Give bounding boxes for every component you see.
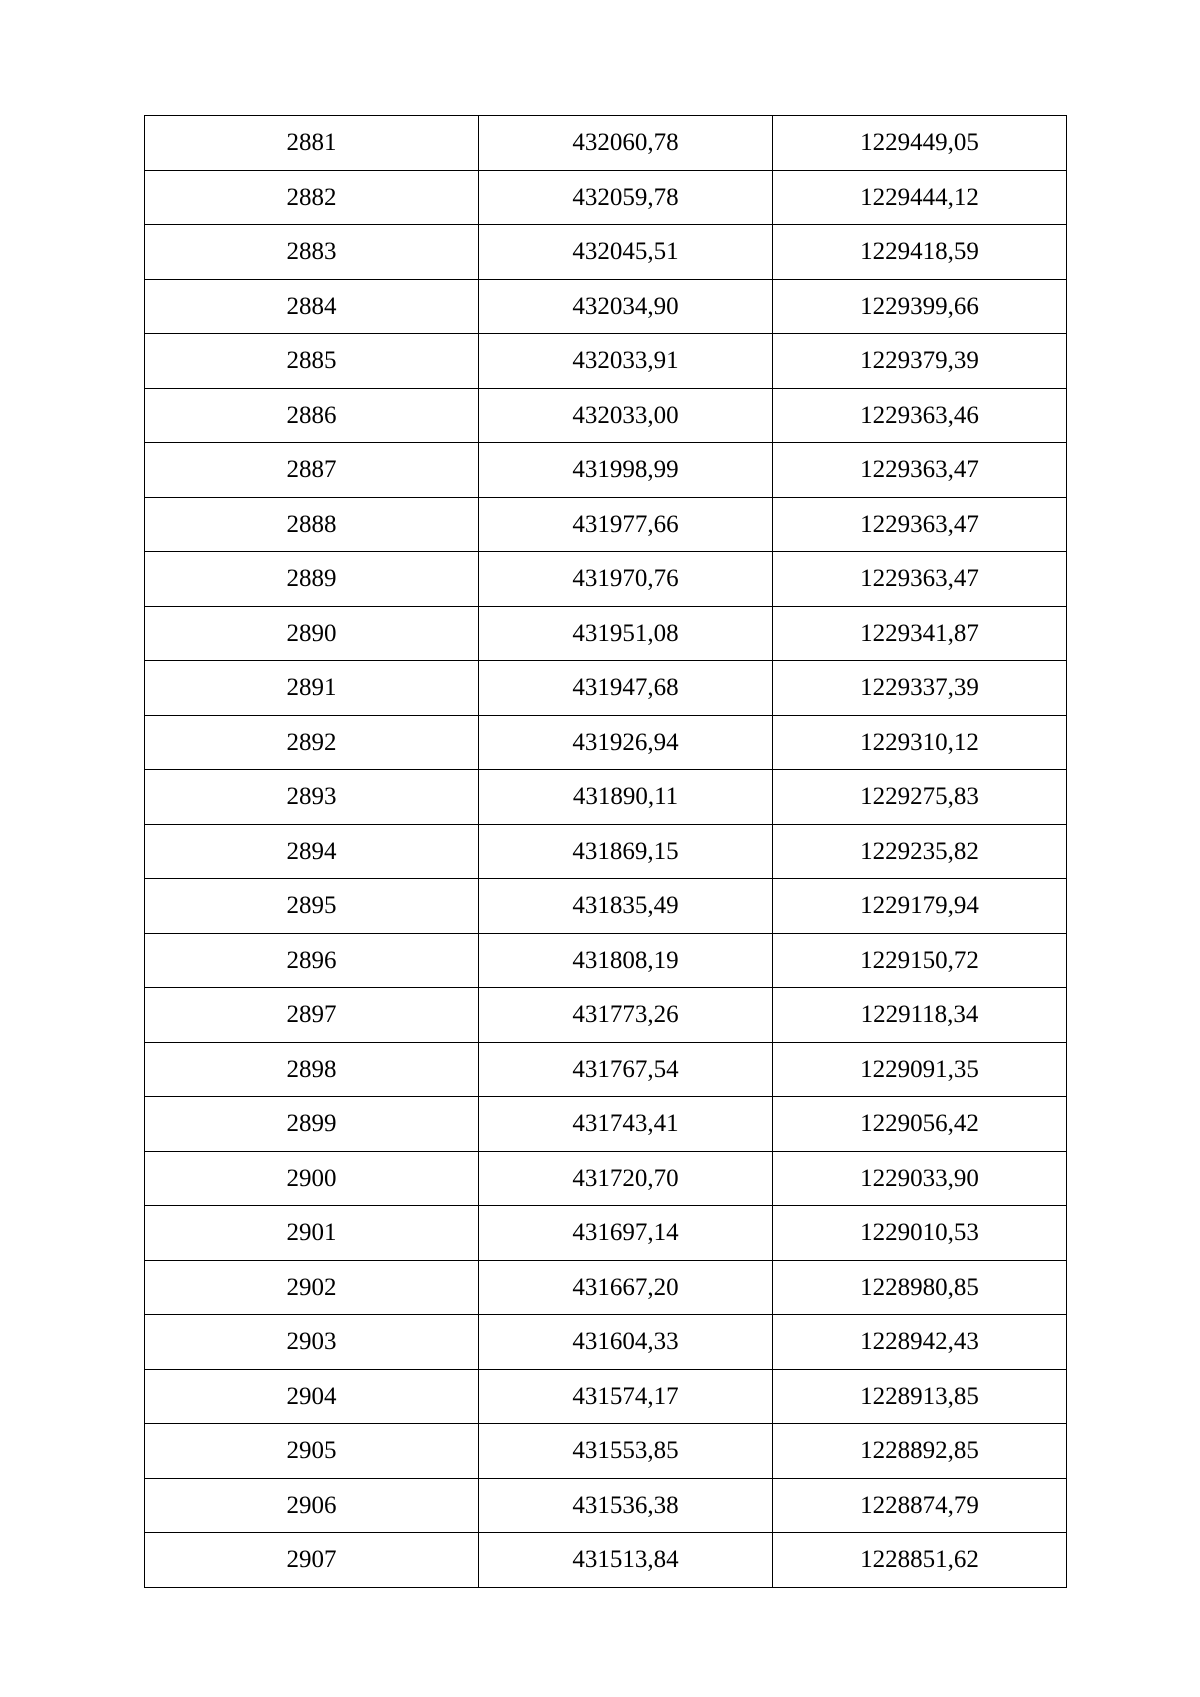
x-coordinate-cell: 432045,51	[479, 225, 773, 280]
y-coordinate-cell: 1229179,94	[773, 879, 1067, 934]
x-coordinate-cell: 431536,38	[479, 1478, 773, 1533]
table-row	[145, 279, 1067, 334]
y-coordinate-cell: 1229363,46	[773, 388, 1067, 443]
x-coordinate-cell: 432033,00	[479, 388, 773, 443]
table-row	[145, 334, 1067, 389]
y-coordinate-cell: 1228980,85	[773, 1260, 1067, 1315]
y-coordinate-cell: 1229341,87	[773, 606, 1067, 661]
x-coordinate-cell: 431947,68	[479, 661, 773, 716]
y-coordinate-cell: 1228892,85	[773, 1424, 1067, 1479]
point-number-cell: 2897	[145, 988, 479, 1043]
point-number-cell: 2901	[145, 1206, 479, 1261]
y-coordinate-cell: 1229150,72	[773, 933, 1067, 988]
point-number-cell: 2906	[145, 1478, 479, 1533]
point-number-cell: 2889	[145, 552, 479, 607]
point-number-cell: 2895	[145, 879, 479, 934]
point-number-cell: 2888	[145, 497, 479, 552]
x-coordinate-cell: 431773,26	[479, 988, 773, 1043]
x-coordinate-cell: 431977,66	[479, 497, 773, 552]
x-coordinate-cell: 431951,08	[479, 606, 773, 661]
x-coordinate-cell: 431890,11	[479, 770, 773, 825]
x-coordinate-cell: 431574,17	[479, 1369, 773, 1424]
x-coordinate-cell: 431720,70	[479, 1151, 773, 1206]
table-row	[145, 824, 1067, 879]
y-coordinate-cell: 1228942,43	[773, 1315, 1067, 1370]
y-coordinate-cell: 1229363,47	[773, 443, 1067, 498]
point-number-cell: 2902	[145, 1260, 479, 1315]
y-coordinate-cell: 1229118,34	[773, 988, 1067, 1043]
point-number-cell: 2894	[145, 824, 479, 879]
coordinates-table-body	[145, 116, 1067, 1588]
x-coordinate-cell: 431667,20	[479, 1260, 773, 1315]
y-coordinate-cell: 1228913,85	[773, 1369, 1067, 1424]
table-row	[145, 1097, 1067, 1152]
x-coordinate-cell: 431926,94	[479, 715, 773, 770]
point-number-cell: 2887	[145, 443, 479, 498]
table-row	[145, 1369, 1067, 1424]
point-number-cell: 2886	[145, 388, 479, 443]
y-coordinate-cell: 1228874,79	[773, 1478, 1067, 1533]
x-coordinate-cell: 431808,19	[479, 933, 773, 988]
table-row	[145, 770, 1067, 825]
point-number-cell: 2905	[145, 1424, 479, 1479]
table-row	[145, 1151, 1067, 1206]
y-coordinate-cell: 1229444,12	[773, 170, 1067, 225]
table-row	[145, 1424, 1067, 1479]
y-coordinate-cell: 1229091,35	[773, 1042, 1067, 1097]
point-number-cell: 2907	[145, 1533, 479, 1588]
y-coordinate-cell: 1229235,82	[773, 824, 1067, 879]
table-row	[145, 497, 1067, 552]
table-row	[145, 606, 1067, 661]
point-number-cell: 2881	[145, 116, 479, 171]
table-row	[145, 1260, 1067, 1315]
table-row	[145, 1533, 1067, 1588]
x-coordinate-cell: 432059,78	[479, 170, 773, 225]
coordinates-table	[144, 115, 1067, 1588]
point-number-cell: 2900	[145, 1151, 479, 1206]
x-coordinate-cell: 431743,41	[479, 1097, 773, 1152]
table-row	[145, 225, 1067, 280]
table-row	[145, 1042, 1067, 1097]
y-coordinate-cell: 1229379,39	[773, 334, 1067, 389]
table-row	[145, 170, 1067, 225]
table-row	[145, 879, 1067, 934]
table-row	[145, 988, 1067, 1043]
x-coordinate-cell: 432060,78	[479, 116, 773, 171]
table-row	[145, 1206, 1067, 1261]
x-coordinate-cell: 431835,49	[479, 879, 773, 934]
y-coordinate-cell: 1229275,83	[773, 770, 1067, 825]
point-number-cell: 2892	[145, 715, 479, 770]
x-coordinate-cell: 432034,90	[479, 279, 773, 334]
point-number-cell: 2882	[145, 170, 479, 225]
x-coordinate-cell: 431697,14	[479, 1206, 773, 1261]
table-row	[145, 1478, 1067, 1533]
x-coordinate-cell: 431553,85	[479, 1424, 773, 1479]
point-number-cell: 2891	[145, 661, 479, 716]
point-number-cell: 2903	[145, 1315, 479, 1370]
y-coordinate-cell: 1229033,90	[773, 1151, 1067, 1206]
y-coordinate-cell: 1229363,47	[773, 497, 1067, 552]
y-coordinate-cell: 1229363,47	[773, 552, 1067, 607]
point-number-cell: 2890	[145, 606, 479, 661]
x-coordinate-cell: 431998,99	[479, 443, 773, 498]
y-coordinate-cell: 1229310,12	[773, 715, 1067, 770]
table-row	[145, 443, 1067, 498]
table-row	[145, 715, 1067, 770]
point-number-cell: 2885	[145, 334, 479, 389]
y-coordinate-cell: 1228851,62	[773, 1533, 1067, 1588]
point-number-cell: 2884	[145, 279, 479, 334]
point-number-cell: 2883	[145, 225, 479, 280]
table-row	[145, 1315, 1067, 1370]
x-coordinate-cell: 431970,76	[479, 552, 773, 607]
table-row	[145, 116, 1067, 171]
y-coordinate-cell: 1229010,53	[773, 1206, 1067, 1261]
y-coordinate-cell: 1229056,42	[773, 1097, 1067, 1152]
table-row	[145, 388, 1067, 443]
x-coordinate-cell: 431604,33	[479, 1315, 773, 1370]
point-number-cell: 2896	[145, 933, 479, 988]
x-coordinate-cell: 431767,54	[479, 1042, 773, 1097]
y-coordinate-cell: 1229418,59	[773, 225, 1067, 280]
point-number-cell: 2898	[145, 1042, 479, 1097]
x-coordinate-cell: 432033,91	[479, 334, 773, 389]
table-row	[145, 552, 1067, 607]
point-number-cell: 2893	[145, 770, 479, 825]
y-coordinate-cell: 1229337,39	[773, 661, 1067, 716]
table-row	[145, 933, 1067, 988]
x-coordinate-cell: 431513,84	[479, 1533, 773, 1588]
y-coordinate-cell: 1229399,66	[773, 279, 1067, 334]
table-row	[145, 661, 1067, 716]
point-number-cell: 2904	[145, 1369, 479, 1424]
x-coordinate-cell: 431869,15	[479, 824, 773, 879]
y-coordinate-cell: 1229449,05	[773, 116, 1067, 171]
point-number-cell: 2899	[145, 1097, 479, 1152]
